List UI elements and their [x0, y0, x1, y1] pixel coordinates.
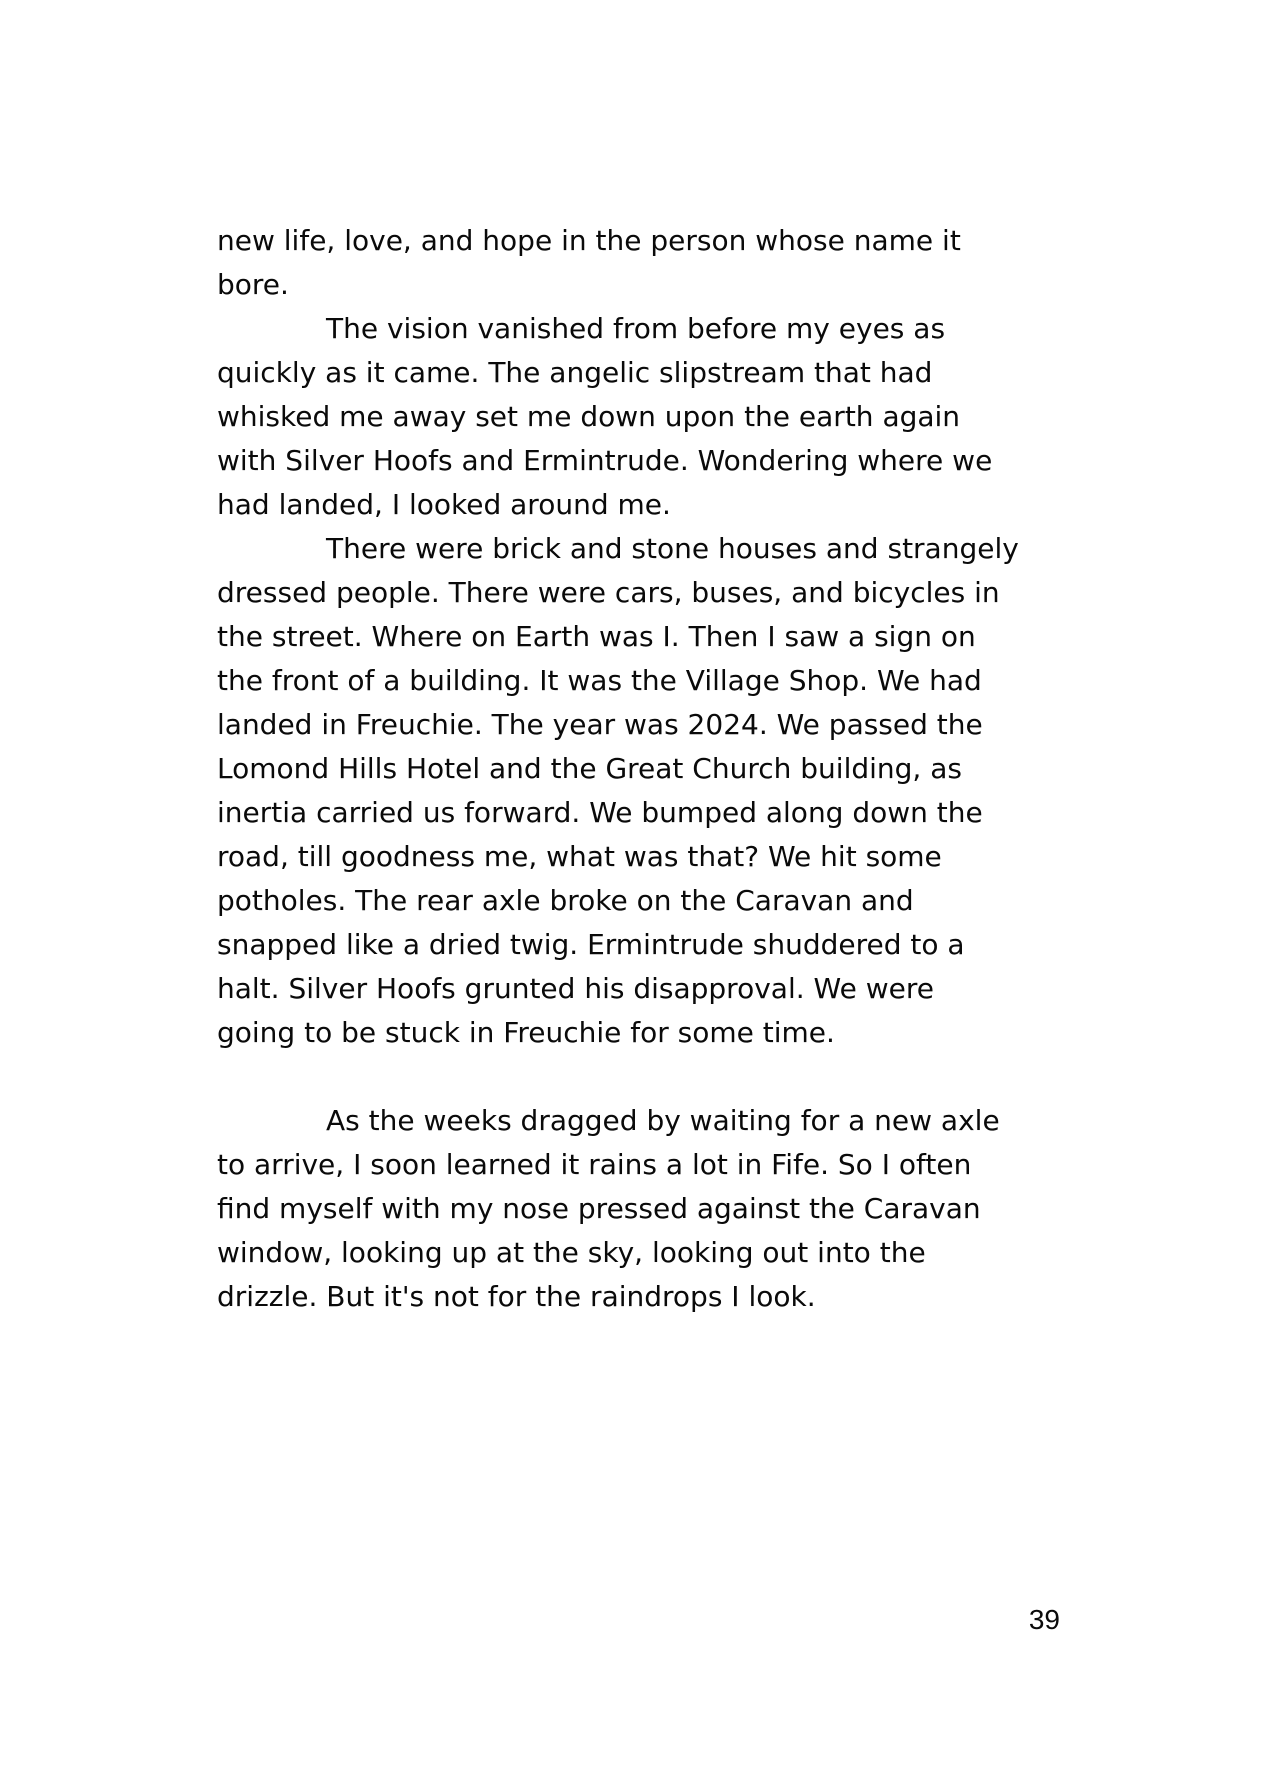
text-line: find myself with my nose pressed against the Caravan: [217, 1192, 981, 1225]
text-line: quickly as it came. The angelic slipstream that had: [217, 356, 933, 389]
page-number: 39: [1028, 1604, 1060, 1635]
paragraph-2: [217, 307, 1097, 527]
text-line: to arrive, I soon learned it rains a lot in Fife. So I often: [217, 1148, 972, 1181]
text-line: halt. Silver Hoofs grunted his disapproval. We were: [217, 972, 934, 1005]
text-line: window, looking up at the sky, looking out into the: [217, 1236, 926, 1269]
section-break: [217, 1055, 1097, 1099]
text-line: whisked me away set me down upon the earth again: [217, 400, 961, 433]
text-line: drizzle. But it's not for the raindrops I look.: [217, 1280, 816, 1313]
text-line: had landed, I looked around me.: [217, 488, 671, 521]
text-line: potholes. The rear axle broke on the Caravan and: [217, 884, 914, 917]
paragraph-1: [217, 219, 1097, 307]
text-line: new life, love, and hope in the person whose name it: [217, 224, 961, 257]
text-line: bore.: [217, 268, 289, 301]
text-line: the front of a building. It was the Village Shop. We had: [217, 664, 982, 697]
body-text: [217, 219, 1097, 1319]
paragraph-3: [217, 527, 1097, 1055]
text-line: As the weeks dragged by waiting for a new axle: [326, 1104, 1000, 1137]
text-line: going to be stuck in Freuchie for some time.: [217, 1016, 835, 1049]
text-line: with Silver Hoofs and Ermintrude. Wondering where we: [217, 444, 993, 477]
text-line: landed in Freuchie. The year was 2024. We passed the: [217, 708, 983, 741]
text-line: snapped like a dried twig. Ermintrude shuddered to a: [217, 928, 965, 961]
text-line: dressed people. There were cars, buses, and bicycles in: [217, 576, 1000, 609]
text-line: road, till goodness me, what was that? We hit some: [217, 840, 942, 873]
text-line: The vision vanished from before my eyes as: [326, 312, 946, 345]
paragraph-4: [217, 1099, 1097, 1319]
text-line: There were brick and stone houses and strangely: [326, 532, 1019, 565]
text-line: inertia carried us forward. We bumped along down the: [217, 796, 983, 829]
text-line: the street. Where on Earth was I. Then I saw a sign on: [217, 620, 976, 653]
text-line: Lomond Hills Hotel and the Great Church building, as: [217, 752, 962, 785]
